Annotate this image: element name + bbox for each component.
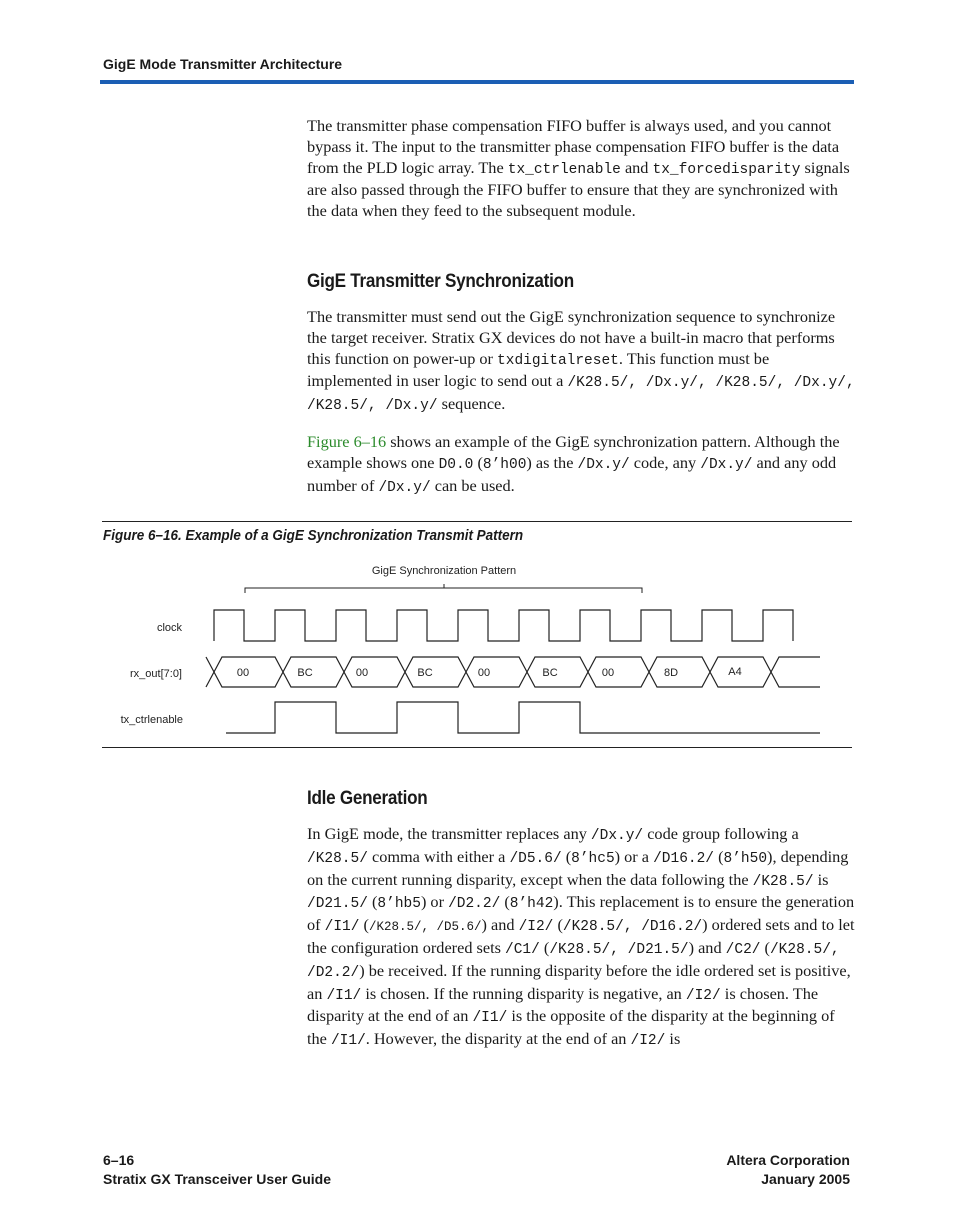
section-heading-sync: GigE Transmitter Synchronization [307, 271, 574, 292]
idle-paragraph: In GigE mode, the transmitter replaces any /Dx.y/ code group following a /K28.5/ comma with either a /D5.6/ (8’hc5) or a /D16.2/ (8’h50), depending on the current running disparity, except when the data following the /K28.5/ is /D21.5/ (8’hb5) or /D2.2/ (8’h42). This replacement is to ensure the generation of /I1/ (/K28.5/, /D5.6/) and /I2/ (/K28.5/, /D16.2/) ordered sets and to let the configuration ordered sets /C1/ (/K28.5/, /D21.5/) and /C2/ (/K28.5/, /D2.2/) be received. If the running disparity before the idle ordered set is positive, an /I1/ is chosen. If the running disparity is negative, an /I2/ is chosen. The disparity at the end of an /I1/ is the opposite of the disparity at the beginning of the /I1/. However, the disparity at the end of an /I2/ is [307, 824, 855, 1050]
guide-title: Stratix GX Transceiver User Guide [103, 1171, 331, 1187]
figure-link[interactable]: Figure 6–16 [307, 432, 387, 451]
bus-value: 00 [477, 667, 491, 679]
bracket-label: GigE Synchronization Pattern [371, 565, 517, 577]
signal-label-clock: clock [156, 622, 182, 634]
bus-value: 8D [663, 667, 679, 679]
footer-left [103, 1151, 331, 1189]
header-rule [100, 80, 854, 84]
figure-rule-top [102, 521, 852, 522]
section-heading-idle: Idle Generation [307, 788, 428, 809]
signal-label-rx-out: rx_out[7:0] [130, 668, 182, 680]
clock-waveform [214, 610, 793, 641]
sync-paragraph-1: The transmitter must send out the GigE synchronization sequence to synchronize the target receiver. Stratix GX devices do not have a built-in macro that performs this function on power-up or txdigitalreset. This function must be implemented in user logic to send out a /K28.5/, /Dx.y/, /K28.5/, /Dx.y/, /K28.5/, /Dx.y/ sequence. [307, 307, 855, 415]
publication-date: January 2005 [761, 1171, 850, 1187]
company-name: Altera Corporation [726, 1152, 850, 1168]
bus-value: BC [417, 667, 433, 679]
pattern-bracket [245, 584, 642, 593]
page-number: 6–16 [103, 1152, 135, 1168]
bus-value: 00 [236, 667, 250, 679]
intro-paragraph: The transmitter phase compensation FIFO buffer is always used, and you cannot bypass it. The input to the transmitter phase compensation FIFO buffer is the data from the PLD logic array. The tx_ctrlenable and tx_forcedisparity signals are also passed through the FIFO buffer to ensure that they are synchronized with the data when they feed to the subsequent module. [307, 116, 850, 221]
figure-caption: Figure 6–16. Example of a GigE Synchronization Transmit Pattern [103, 528, 524, 544]
figure-rule-bottom [102, 747, 852, 748]
bus-value: BC [297, 667, 313, 679]
sync-paragraph-2: Figure 6–16 shows an example of the GigE synchronization pattern. Although the example shows one D0.0 (8’h00) as the /Dx.y/ code, any /Dx.y/ and any odd number of /Dx.y/ can be used. [307, 432, 840, 496]
bus-value: 00 [601, 667, 615, 679]
bus-value: BC [542, 667, 558, 679]
signal-label-tx-ctrlenable: tx_ctrlenable [120, 714, 183, 726]
bus-value: A4 [728, 666, 742, 678]
running-header: GigE Mode Transmitter Architecture [103, 56, 343, 72]
timing-diagram [100, 555, 830, 740]
bus-value: 00 [355, 667, 369, 679]
tx-ctrlenable-waveform [226, 702, 820, 733]
footer-right [726, 1151, 850, 1189]
